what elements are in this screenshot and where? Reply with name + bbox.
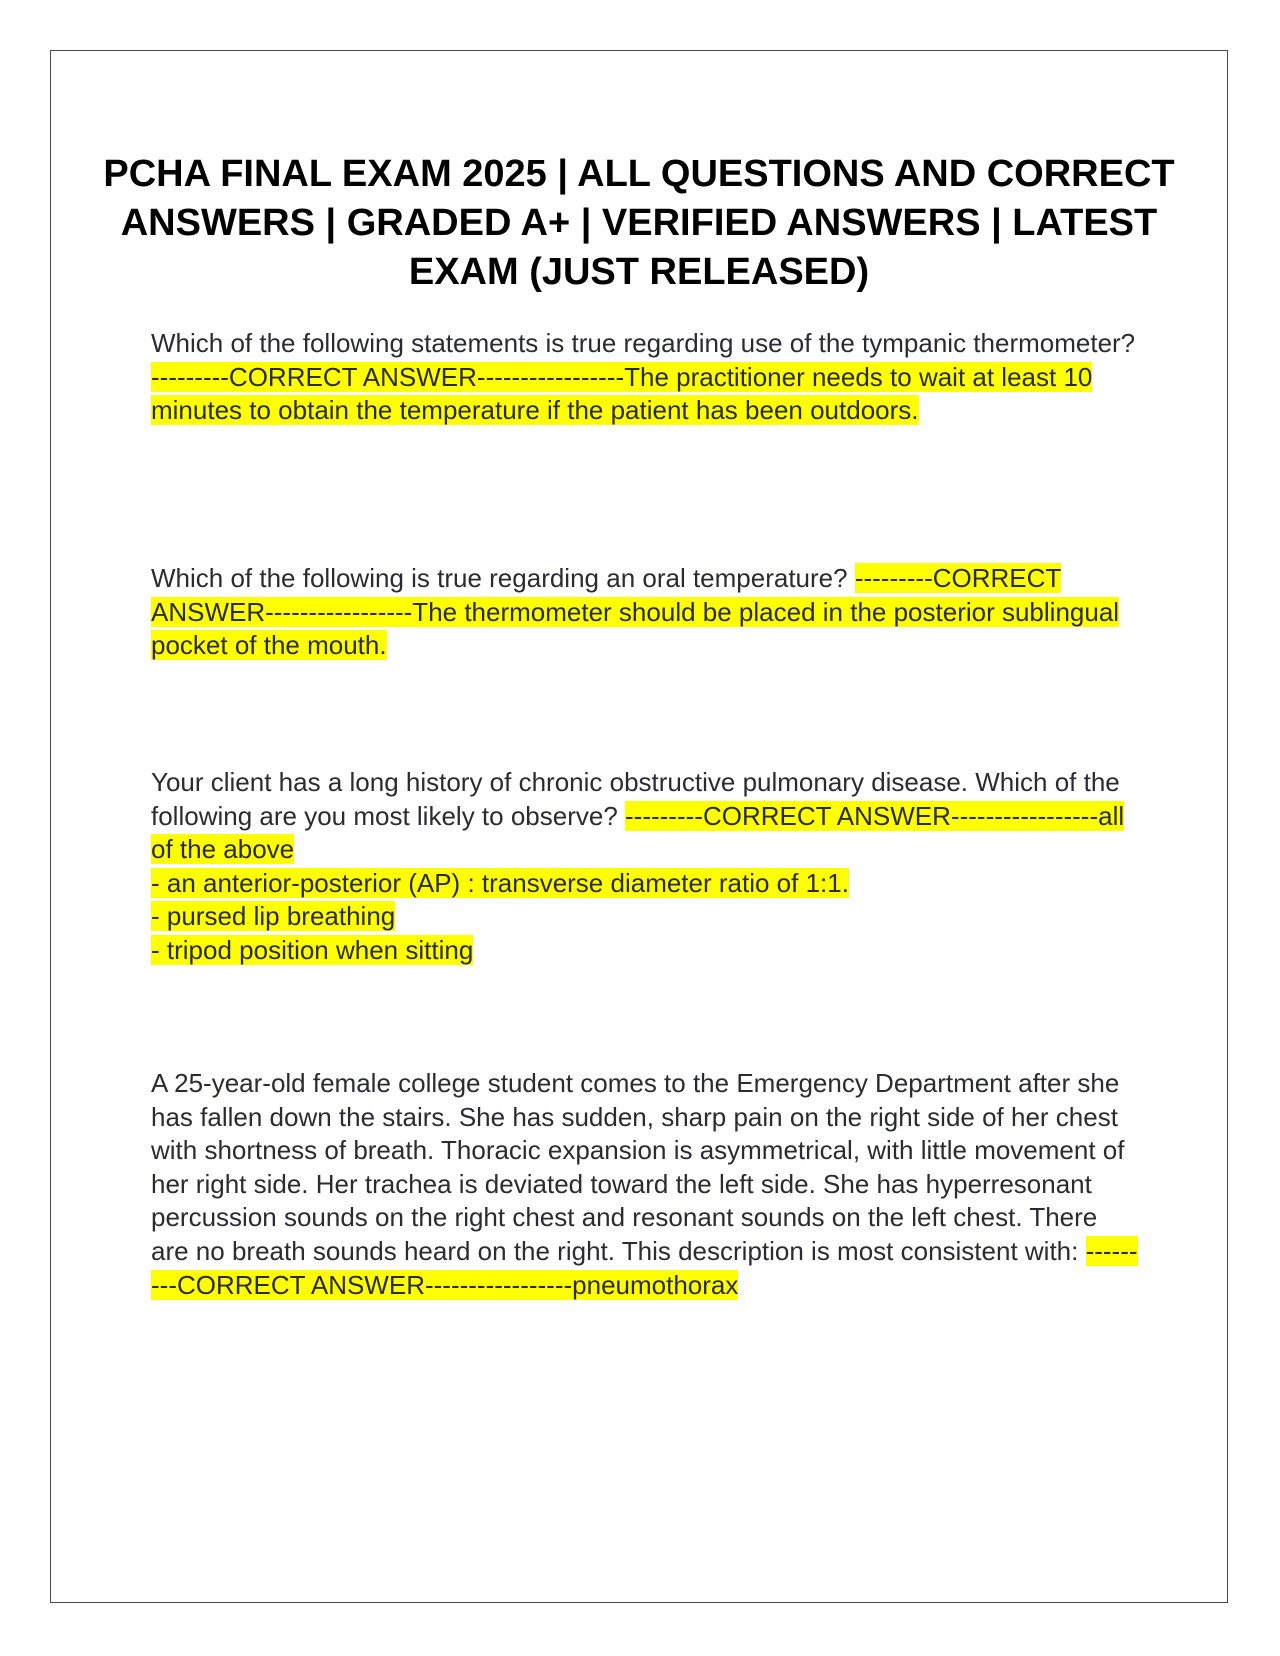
answer-text-2: ---------CORRECT ANSWER-----------------The thermometer should be placed in the posterior sublingual pocket of the mouth. (151, 563, 1120, 661)
qa-item-2 (151, 562, 1141, 663)
question-text-4: A 25-year-old female college student comes to the Emergency Department after she has fallen down the stairs. She has sudden, sharp pain on the right side of her chest with shortness of breath. Thoracic expansion is asymmetrical, with little movement of her right side. Her trachea is deviated toward the left side. She has hyperresonant percussion sounds on the right chest and resonant sounds on the left chest. There are no breath sounds heard on the right. This description is most consistent with: (151, 1068, 1125, 1266)
qa-item-4 (151, 1067, 1141, 1302)
answer-text-3: ---------CORRECT ANSWER-----------------all of the above (151, 800, 1125, 865)
answer-text-1: ---------CORRECT ANSWER-----------------The practitioner needs to wait at least 10 minutes to obtain the temperature if the patient has been outdoors. (151, 361, 1093, 426)
answer-option-3: - tripod position when sitting (151, 934, 474, 965)
answer-option-1: - an anterior-posterior (AP) : transverse diameter ratio of 1:1. (151, 867, 849, 898)
qa-item-3 (151, 766, 1141, 968)
question-text-3: Your client has a long history of chronic obstructive pulmonary disease. Which of the following are you most likely to observe? (151, 767, 1120, 831)
question-text-2: Which of the following is true regarding an oral temperature? (151, 563, 855, 593)
qa-item-1 (151, 327, 1141, 428)
document-title: PCHA FINAL EXAM 2025 | ALL QUESTIONS AND CORRECT ANSWERS | GRADED A+ | VERIFIED ANSWERS | LATEST EXAM (JUST RELEASED) (103, 153, 1175, 293)
answer-option-2: - pursed lip breathing (151, 901, 396, 932)
answer-text-4: ---------CORRECT ANSWER-----------------pneumothorax (151, 1235, 1138, 1300)
question-text-1: Which of the following statements is true regarding use of the tympanic thermometer? (151, 328, 1136, 358)
